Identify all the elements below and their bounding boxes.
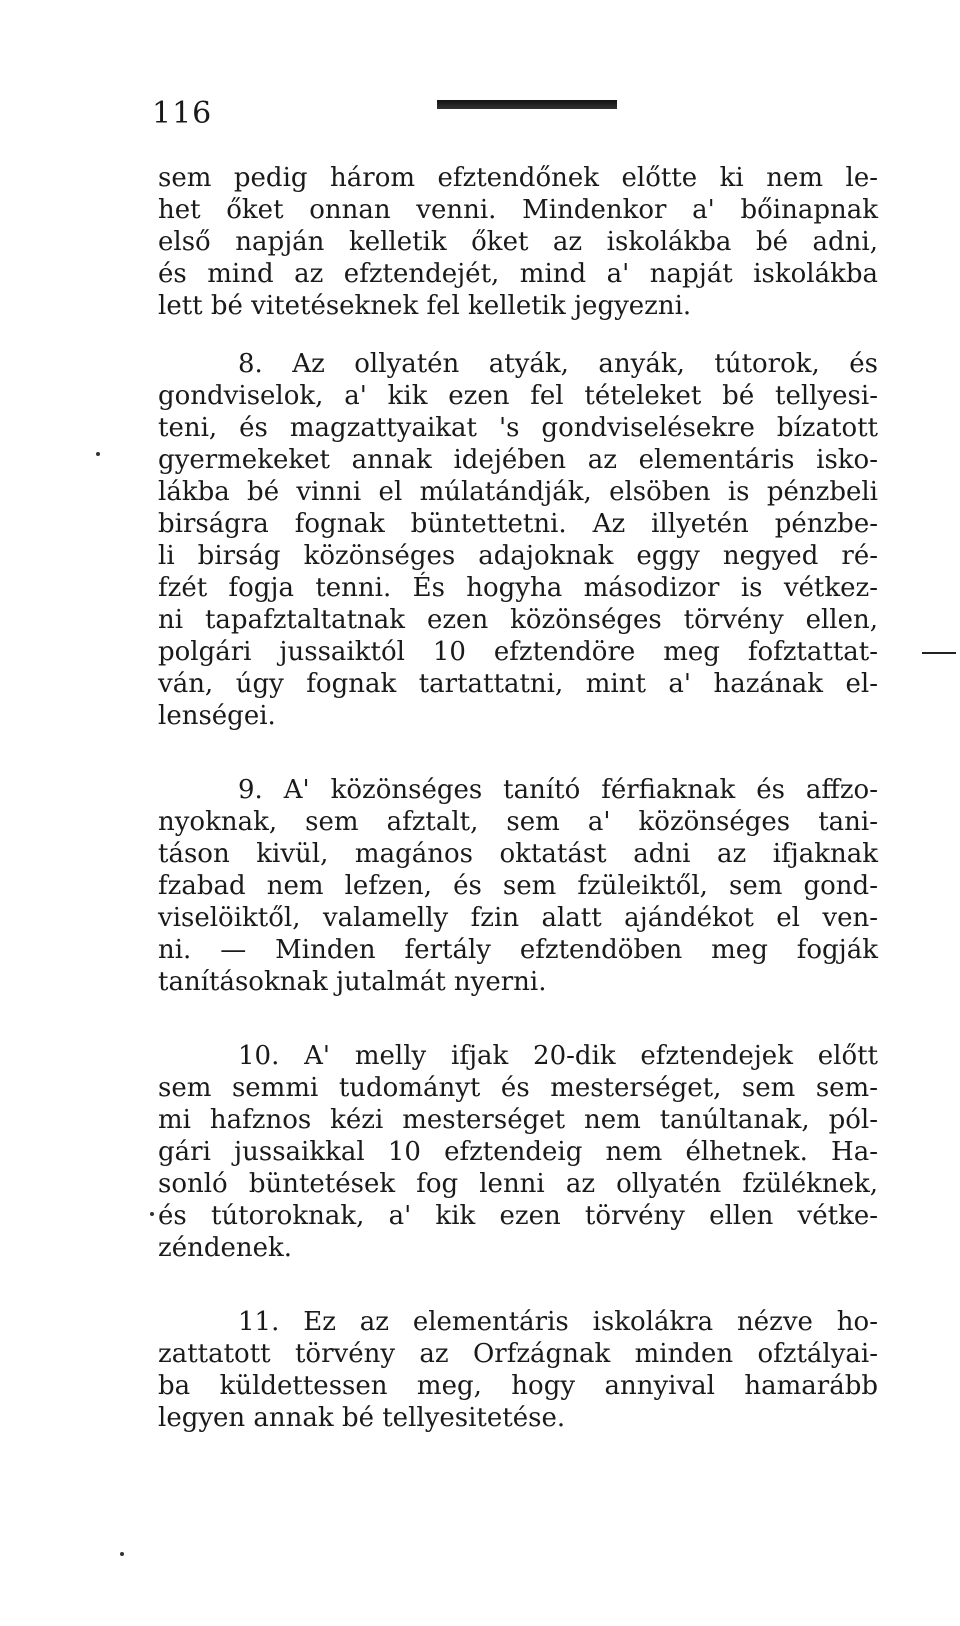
body-text	[158, 162, 878, 1434]
text-line: és mind az efztendejét, mind a' napját iskolákba	[158, 259, 878, 289]
text-line: li birság közönséges adajoknak eggy negyed ré-	[158, 541, 878, 571]
text-line: birságra fognak büntettetni. Az illyetén pénzbe-	[158, 509, 878, 539]
paragraph-8	[158, 348, 878, 732]
text-line: fzét fogja tenni. És hogyha másodizor is vétkez-	[158, 573, 878, 603]
text-line: het őket onnan venni. Mindenkor a' bőinapnak	[158, 195, 878, 225]
paragraph-9	[158, 774, 878, 998]
text-line: zéndenek.	[158, 1233, 293, 1263]
text-line: ni. — Minden fertály efztendöben meg fogják	[158, 935, 878, 965]
text-line: ba küldettessen meg, hogy annyival hamarább	[158, 1371, 878, 1401]
ink-speck	[96, 452, 100, 456]
text-line: tanításoknak jutalmát nyerni.	[158, 967, 547, 997]
text-line: zattatott törvény az Orfzágnak minden ofztályai-	[158, 1339, 878, 1369]
text-line: gondviselok, a' kik ezen fel tételeket bé tellyesi-	[158, 381, 878, 411]
text-line: gári jussaikkal 10 efztendeig nem élhetnek. Ha-	[158, 1137, 878, 1167]
text-line: lákba bé vinni el múlatándják, elsöben is pénzbeli	[158, 477, 878, 507]
text-line: polgári jussaiktól 10 efztendöre meg fofztattat-	[158, 637, 878, 667]
paragraph-11	[158, 1306, 878, 1434]
ink-speck	[120, 1552, 124, 1556]
text-line: legyen annak bé tellyesitetése.	[158, 1403, 566, 1433]
text-line: 9. A' közönséges tanító férfiaknak és affzo-	[238, 775, 878, 805]
paragraph-continued	[158, 162, 878, 322]
text-line: sem semmi tudományt és mesterséget, sem sem-	[158, 1073, 878, 1103]
text-line: lett bé vitetéseknek fel kelletik jegyezni.	[158, 291, 692, 321]
paragraph-10	[158, 1040, 878, 1264]
text-line: viselöiktől, valamelly fzin alatt ajándékot el ven-	[158, 903, 878, 933]
text-line: sonló büntetések fog lenni az ollyatén fzüléknek,	[158, 1169, 878, 1199]
page-number: 116	[152, 96, 213, 131]
text-line: teni, és magzattyaikat 's gondviselésekre bízatott	[158, 413, 878, 443]
text-line: 10. A' melly ifjak 20-dik efztendejek előtt	[238, 1041, 878, 1071]
margin-dash	[922, 652, 956, 654]
text-line: lenségei.	[158, 701, 276, 731]
ink-speck	[150, 1212, 154, 1216]
text-line: mi hafznos kézi mesterséget nem tanúltanak, pól-	[158, 1105, 878, 1135]
text-line: gyermekeket annak idejében az elementáris isko-	[158, 445, 878, 475]
text-line: táson kivül, magános oktatást adni az ifjaknak	[158, 839, 878, 869]
text-line: nyoknak, sem afztalt, sem a' közönséges tani-	[158, 807, 878, 837]
header-rule	[437, 100, 617, 109]
text-line: ni tapafztaltatnak ezen közönséges törvény ellen,	[158, 605, 878, 635]
text-line: fzabad nem lefzen, és sem fzüleiktől, sem gond-	[158, 871, 878, 901]
text-line: és tútoroknak, a' kik ezen törvény ellen vétke-	[158, 1201, 878, 1231]
text-line: első napján kelletik őket az iskolákba bé adni,	[158, 227, 878, 257]
text-line: ván, úgy fognak tartattatni, mint a' hazának el-	[158, 669, 878, 699]
text-line: 8. Az ollyatén atyák, anyák, tútorok, és	[238, 349, 878, 379]
text-line: sem pedig három efztendőnek előtte ki nem le-	[158, 163, 878, 193]
text-line: 11. Ez az elementáris iskolákra nézve ho-	[238, 1307, 878, 1337]
